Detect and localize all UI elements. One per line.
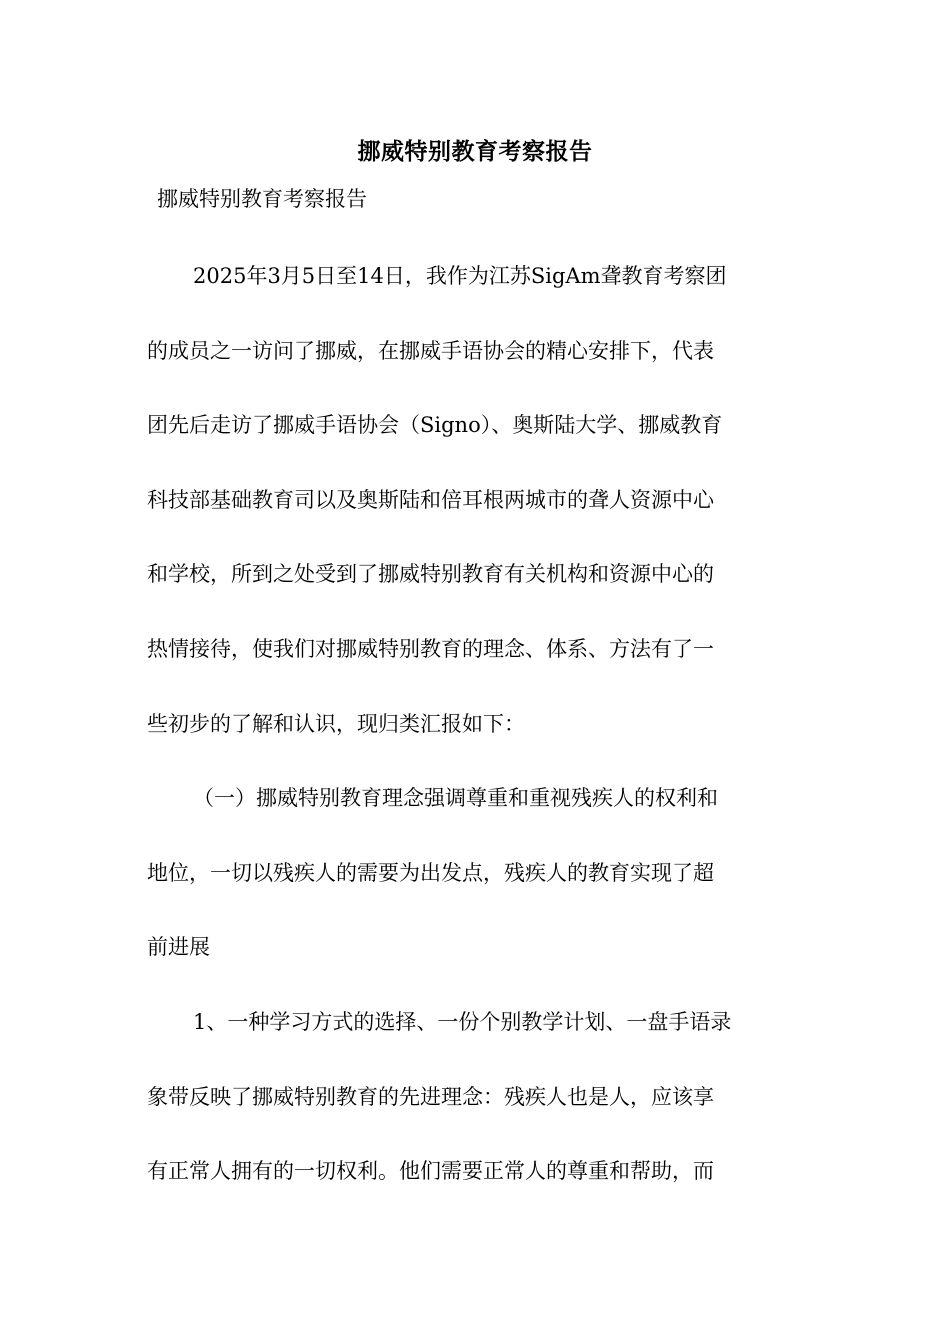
body-line: 热情接待，使我们对挪威特别教育的理念、体系、方法有了一 [147, 636, 714, 661]
body-line: 地位，一切以残疾人的需要为出发点，残疾人的教育实现了超 [147, 860, 714, 885]
document-body [147, 258, 807, 1228]
body-line: 和学校，所到之处受到了挪威特别教育有关机构和资源中心的 [147, 562, 714, 587]
body-line: 团先后走访了挪威手语协会（Signo）、奥斯陆大学、挪威教育 [147, 413, 723, 438]
body-line: 象带反映了挪威特别教育的先进理念：残疾人也是人，应该享 [147, 1084, 714, 1109]
body-line: （一）挪威特别教育理念强调尊重和重视残疾人的权利和 [193, 786, 718, 811]
body-line: 1、一种学习方式的选择、一份个别教学计划、一盘手语录 [193, 1009, 732, 1034]
document-title: 挪威特别教育考察报告 [357, 138, 593, 165]
document-subtitle: 挪威特别教育考察报告 [157, 187, 367, 211]
body-line: 有正常人拥有的一切权利。他们需要正常人的尊重和帮助，而 [147, 1159, 714, 1184]
body-line: 前进展 [147, 935, 210, 960]
body-line: 2025年3月5日至14日，我作为江苏SigAm聋教育考察团 [193, 264, 727, 288]
body-line: 科技部基础教育司以及奥斯陆和倍耳根两城市的聋人资源中心 [147, 487, 714, 512]
body-line: 些初步的了解和认识，现归类汇报如下： [147, 711, 525, 736]
body-line: 的成员之一访问了挪威，在挪威手语协会的精心安排下，代表 [147, 338, 714, 363]
